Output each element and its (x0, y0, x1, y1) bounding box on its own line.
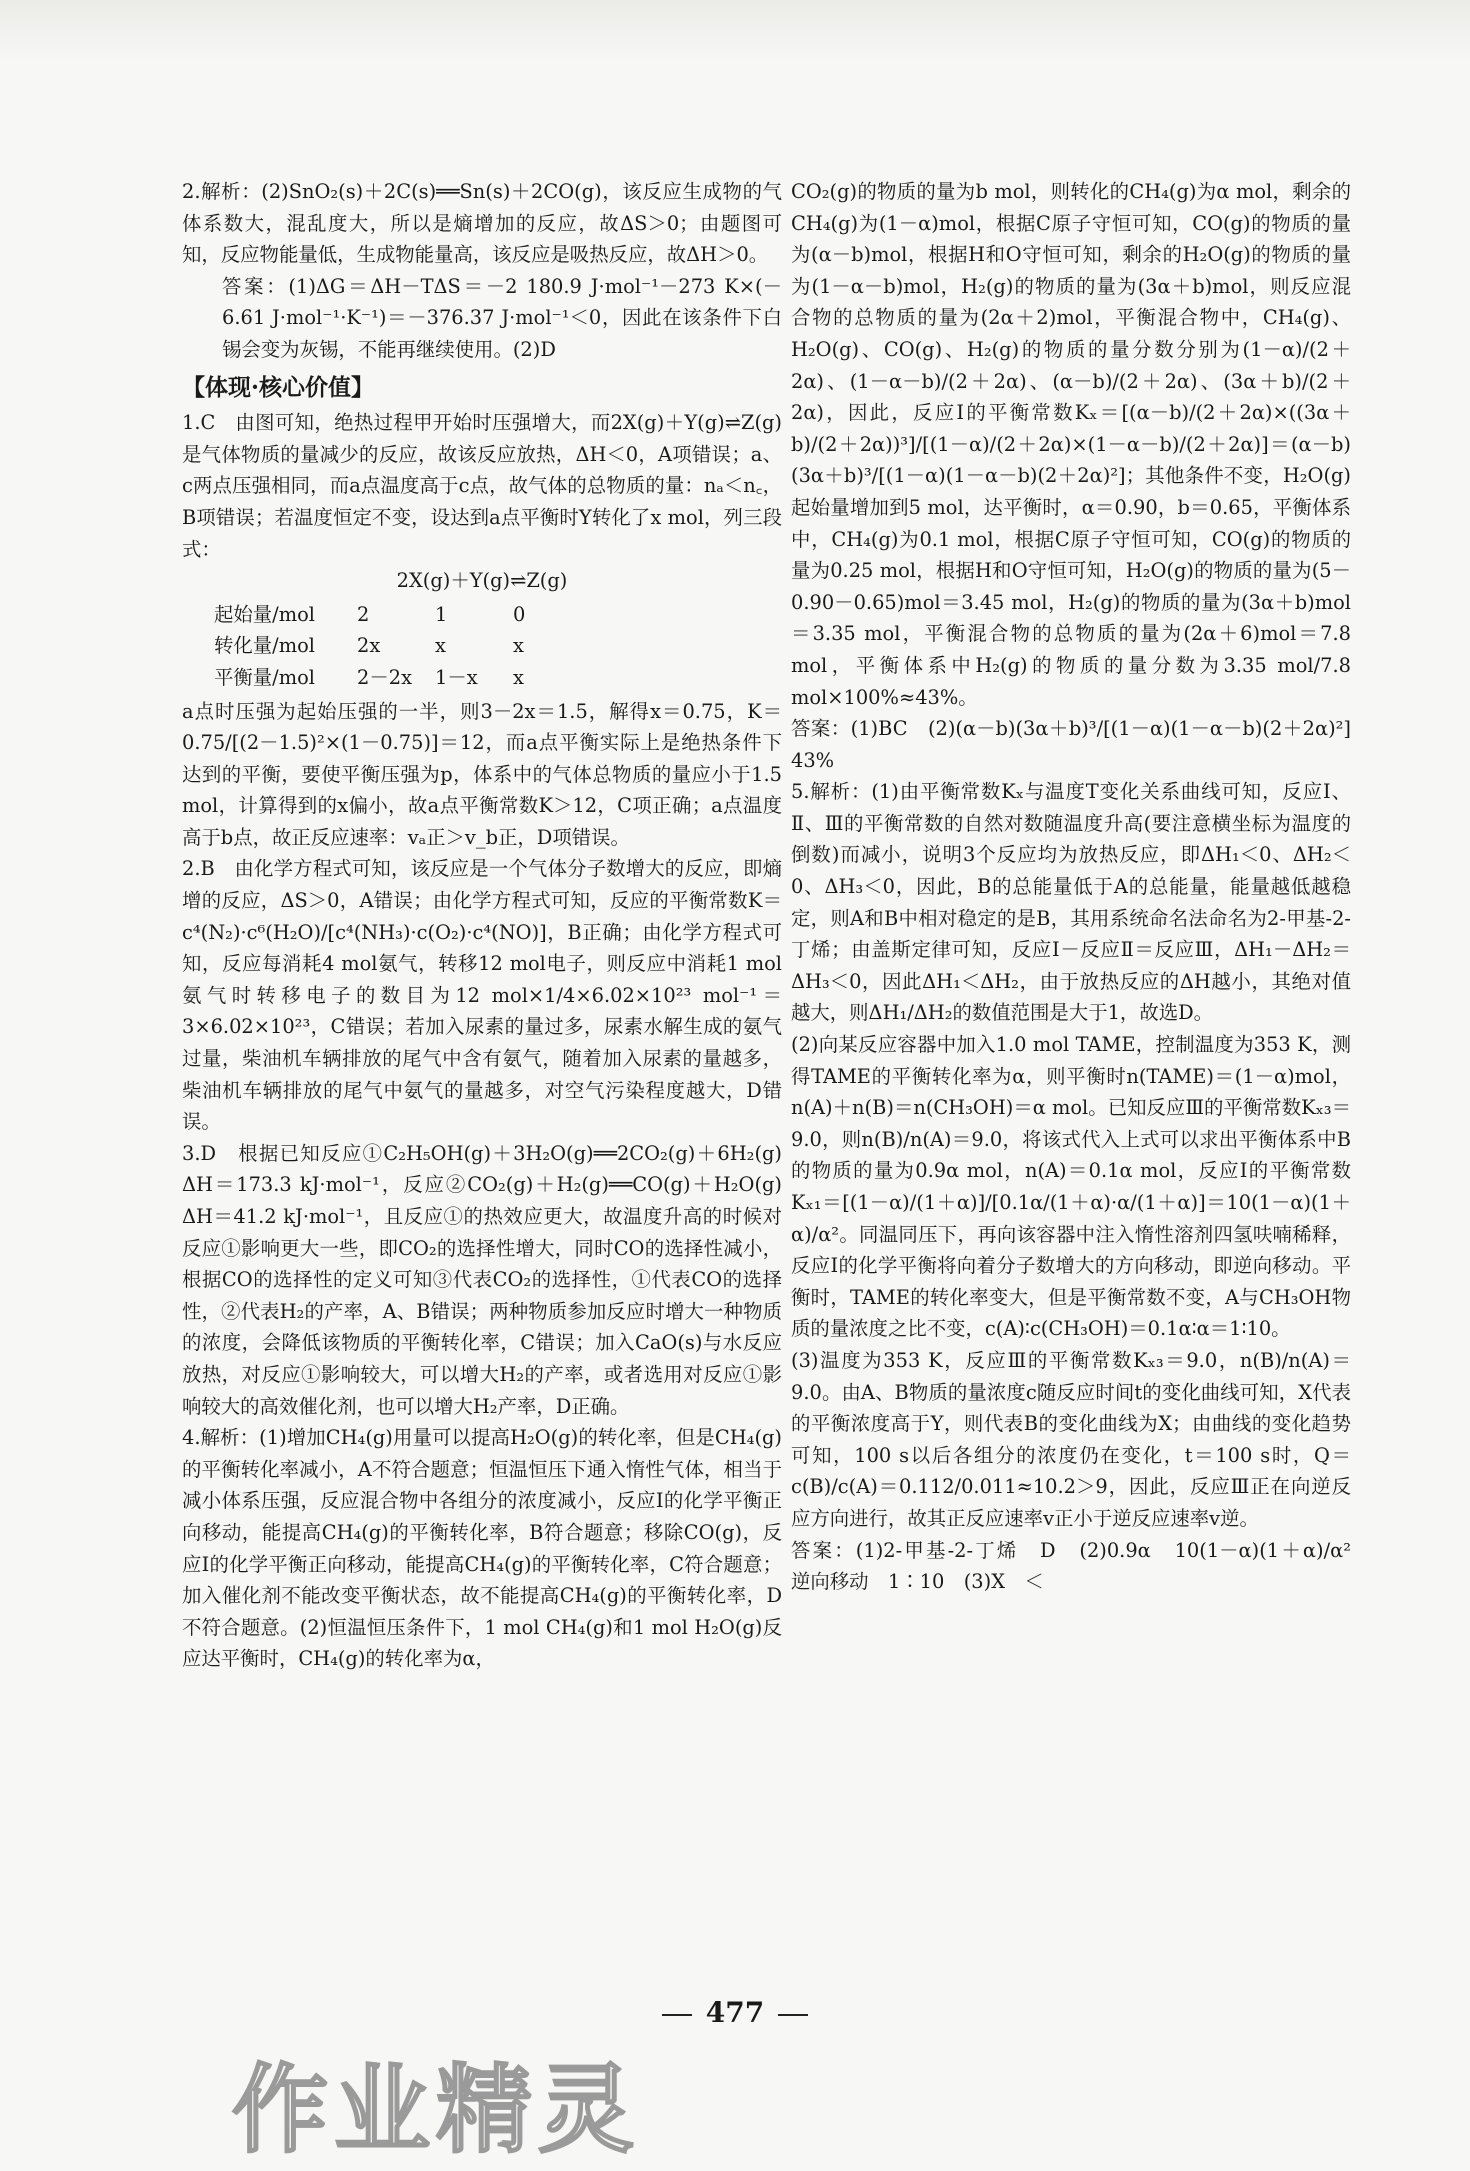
top-shadow (0, 0, 1470, 60)
page-number: 477 (0, 1996, 1470, 2029)
q3-solution: 3.D 根据已知反应①C₂H₅OH(g)＋3H₂O(g)══2CO₂(g)＋6H₂(g) ΔH＝173.3 kJ·mol⁻¹，反应②CO₂(g)＋H₂(g)══CO(g)＋H₂O(g) ΔH＝41.2 kJ·mol⁻¹，且反应①的热效应更大，故温度升高的时候对反应①影响更大一些，即CO₂的选择性增大，同时CO的选择性减小，根据CO的选择性的定义可知③代表CO₂的选择性，①代表CO的选择性，②代表H₂的产率，A、B错误；两种物质参加反应时增大一种物质的浓度，会降低该物质的平衡转化率，C错误；加入CaO(s)与水反应放热，对反应①影响较大，可以增大H₂的产率，或者选用对反应①影响较大的高效催化剂，也可以增大H₂产率，D正确。 (182, 1141, 802, 1418)
dash-right (778, 2014, 808, 2016)
right-column (791, 176, 1371, 1598)
q2-solution: 2.解析：(2)SnO₂(s)＋2C(s)══Sn(s)＋2CO(g)，该反应生成物的气体系数大，混乱度大，所以是熵增加的反应，故ΔS＞0；由题图可知，反应物能量低，生成物能量高，该反应是吸热反应，故ΔH＞0。 (182, 180, 782, 267)
dash-left (662, 2014, 692, 2016)
q1-solution: 1.C 由图可知，绝热过程甲开始时压强增大，而2X(g)＋Y(g)⇌Z(g)是气体物质的量减少的反应，故该反应放热，ΔH＜0，A项错误；a、c两点压强相同，而a点温度高于c点，故气体的总物质的量：nₐ＜n꜀，B项错误；若温度恒定不变，设达到a点平衡时Y转化了x mol，列三段式： (182, 411, 782, 561)
section-heading: 【体现·核心价值】 (182, 373, 375, 401)
q5-solution-2: (2)向某反应容器中加入1.0 mol TAME，控制温度为353 K，测得TAME的平衡转化率为α，则平衡时n(TAME)＝(1－α)mol，n(A)＋n(B)＝n(CH₃OH)＝α mol。已知反应Ⅲ的平衡常数Kₓ₃＝9.0，则n(B)/n(A)＝9.0，将该式代入上式可以求出平衡体系中B的物质的量为0.9α mol，n(A)＝0.1α mol，反应Ⅰ的平衡常数Kₓ₁＝[(1－α)/(1＋α)]/[0.1α/(1＋α)·α/(1＋α)]＝10(1－α)(1＋α)/α²。同温同压下，再向该容器中注入惰性溶剂四氢呋喃稀释，反应Ⅰ的化学平衡将向着分子数增大的方向移动，即逆向移动。平衡时，TAME的转化率变大，但是平衡常数不变，A与CH₃OH物质的量浓度之比不变，c(A)∶c(CH₃OH)＝0.1α∶α＝1∶10。 (791, 1033, 1351, 1341)
three-stage-table (214, 599, 591, 694)
q5-solution-3: (3)温度为353 K，反应Ⅲ的平衡常数Kₓ₃＝9.0，n(B)/n(A)＝9.0。由A、B物质的量浓度c随反应时间t的变化曲线可知，X代表的平衡浓度高于Y，则代表B的变化曲线为X；由曲线的变化趋势可知，100 s以后各组分的浓度仍在变化，t＝100 s时，Q＝c(B)/c(A)＝0.112/0.011≈10.2＞9，因此，反应Ⅲ正在向逆反应方向进行，故其正反应速率v正小于逆反应速率v逆。 (791, 1348, 1351, 1530)
q1-solution-cont: a点时压强为起始压强的一半，则3－2x＝1.5，解得x＝0.75，K＝0.75/[(2－1.5)²×(1－0.75)]＝12，而a点平衡实际上是绝热条件下达到的平衡，要使平衡压强为p，体系中的气体总物质的量应小于1.5 mol，计算得到的x偏小，故a点平衡常数K＞12，C项正确；a点温度高于b点，故正反应速率：vₐ正＞v_b正，D项错误。 (182, 699, 782, 849)
reaction-equation: 2X(g)＋Y(g)⇌Z(g) (396, 569, 568, 593)
table-row: 转化量/mol 2x x x (214, 634, 524, 658)
left-column (182, 176, 802, 1675)
q2b-solution: 2.B 由化学方程式可知，该反应是一个气体分子数增大的反应，即熵增的反应，ΔS＞0，A错误；由化学方程式可知，反应的平衡常数K＝c⁴(N₂)·c⁶(H₂O)/[c⁴(NH₃)·c(O₂)·c⁴(NO)]，B正确；由化学方程式可知，反应每消耗4 mol氨气，转移12 mol电子，则反应中消耗1 mol氨气时转移电子的数目为12 mol×1/4×6.02×10²³ mol⁻¹＝3×6.02×10²³，C错误；若加入尿素的量过多，尿素水解生成的氨气过量，柴油机车辆排放的尾气中含有氨气，随着加入尿素的量越多，柴油机车辆排放的尾气中氨气的量越多，对空气污染程度越大，D错误。 (182, 857, 782, 1134)
q2-answer: 答案：(1)ΔG＝ΔH－TΔS＝－2 180.9 J·mol⁻¹－273 K×(－6.61 J·mol⁻¹·K⁻¹)＝－376.37 J·mol⁻¹＜0，因此在该条件下白锡会变为灰锡，不能再继续使用。(2)D (222, 274, 782, 361)
q5-answer: 答案：(1)2-甲基-2-丁烯 D (2)0.9α 10(1－α)(1＋α)/α² 逆向移动 1∶10 (3)X ＜ (791, 1538, 1371, 1594)
table-row: 平衡量/mol 2－2x 1－x x (214, 665, 524, 689)
table-row: 起始量/mol 2 1 0 (214, 602, 526, 626)
q4-answer: 答案：(1)BC (2)(α－b)(3α＋b)³/[(1－α)(1－α－b)(2＋2α)²] 43% (791, 717, 1371, 772)
watermark-logo: 作业精灵 (232, 2054, 640, 2166)
q4-solution: 4.解析：(1)增加CH₄(g)用量可以提高H₂O(g)的转化率，但是CH₄(g)的平衡转化率减小，A不符合题意；恒温恒压下通入惰性气体，相当于减小体系压强，反应混合物中各组分的浓度减小，反应Ⅰ的化学平衡正向移动，能提高CH₄(g)的平衡转化率，B符合题意；移除CO(g)，反应Ⅰ的化学平衡正向移动，能提高CH₄(g)的平衡转化率，C符合题意；加入催化剂不能改变平衡状态，故不能提高CH₄(g)的平衡转化率，D不符合题意。(2)恒温恒压条件下，1 mol CH₄(g)和1 mol H₂O(g)反应达平衡时，CH₄(g)的转化率为α， (182, 1426, 782, 1671)
q5-solution-1: 5.解析：(1)由平衡常数Kₓ与温度T变化关系曲线可知，反应Ⅰ、Ⅱ、Ⅲ的平衡常数的自然对数随温度升高(要注意横坐标为温度的倒数)而减小，说明3个反应均为放热反应，即ΔH₁＜0、ΔH₂＜0、ΔH₃＜0，因此，B的总能量低于A的总能量，能量越低越稳定，则A和B中相对稳定的是B，其用系统命名法命名为2-甲基-2-丁烯；由盖斯定律可知，反应Ⅰ－反应Ⅱ＝反应Ⅲ，ΔH₁－ΔH₂＝ΔH₃＜0，因此ΔH₁＜ΔH₂，由于放热反应的ΔH越小，其绝对值越大，则ΔH₁/ΔH₂的数值范围是大于1，故选D。 (791, 780, 1351, 1025)
q4-solution-cont: CO₂(g)的物质的量为b mol，则转化的CH₄(g)为α mol，剩余的CH₄(g)为(1－α)mol，根据C原子守恒可知，CO(g)的物质的量为(α－b)mol，根据H和O守恒可知，剩余的H₂O(g)的物质的量为(1－α－b)mol，H₂(g)的物质的量为(3α＋b)mol，则反应混合物的总物质的量为(2α＋2)mol，平衡混合物中，CH₄(g)、H₂O(g)、CO(g)、H₂(g)的物质的量分数分别为(1－α)/(2＋2α)、(1－α－b)/(2＋2α)、(α－b)/(2＋2α)、(3α＋b)/(2＋2α)，因此，反应Ⅰ的平衡常数Kₓ＝[(α－b)/(2＋2α)×((3α＋b)/(2＋2α))³]/[(1－α)/(2＋2α)×(1－α－b)/(2＋2α)]＝(α－b)(3α＋b)³/[(1－α)(1－α－b)(2＋2α)²]；其他条件不变，H₂O(g)起始量增加到5 mol，达平衡时，α＝0.90，b＝0.65，平衡体系中，CH₄(g)为0.1 mol，根据C原子守恒可知，CO(g)的物质的量为0.25 mol，根据H和O守恒可知，H₂O(g)的物质的量为(5－0.90－0.65)mol＝3.45 mol，H₂(g)的物质的量为(3α＋b)mol＝3.35 mol，平衡混合物的总物质的量为(2α＋6)mol＝7.8 mol，平衡体系中H₂(g)的物质的量分数为3.35 mol/7.8 mol×100%≈43%。 (791, 180, 1351, 709)
